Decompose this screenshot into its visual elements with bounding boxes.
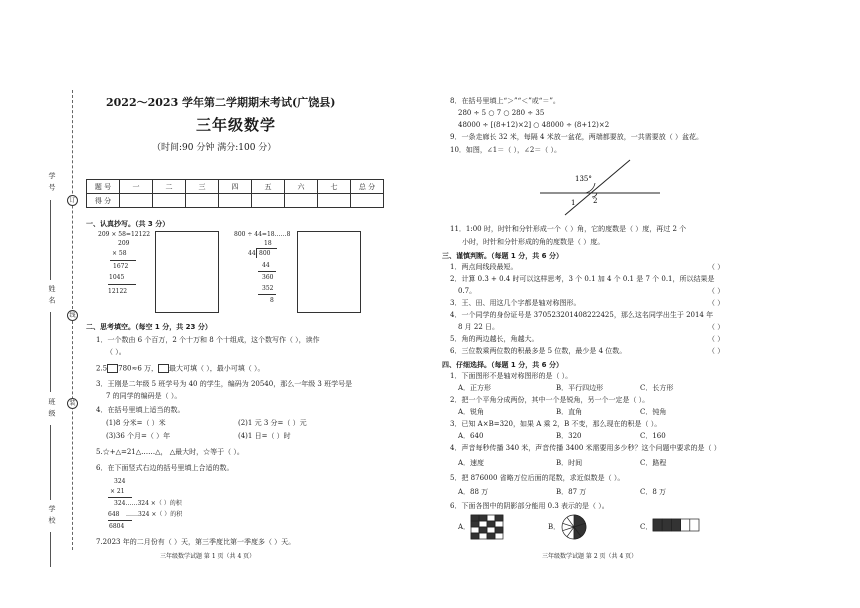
star-icon: ☆ xyxy=(203,448,211,456)
choice-1-option-c[interactable]: C．长方形 xyxy=(640,384,674,392)
choice-6-option-b[interactable]: B． xyxy=(548,523,561,531)
choice-1-option-b[interactable]: B．平行四边形 xyxy=(556,384,604,392)
calc2-dividend: 800 xyxy=(259,250,271,257)
score-header: 题 号 xyxy=(87,180,120,194)
calc2-quotient: 18 xyxy=(264,240,272,247)
binding-mark-zhuang: 装 xyxy=(67,398,78,409)
score-header: 二 xyxy=(153,180,186,194)
copy-box-2[interactable] xyxy=(297,231,361,313)
choice-2-option-a[interactable]: A．锐角 xyxy=(458,408,485,416)
score-row-label: 得 分 xyxy=(87,194,120,208)
fill-q5-plus: + xyxy=(109,448,116,456)
fill-q8-row1: 280 ÷ 5 ○ 7 ○ 280 ÷ 35 xyxy=(458,109,545,117)
blank-box[interactable] xyxy=(158,364,169,373)
choice-3: 3．已知 A×B=320，如果 A 乘 2，B 不变，那么现在的积是（ ）。 xyxy=(450,420,662,428)
vertical-calc-line: × 21 xyxy=(110,488,125,495)
choice-4-option-c[interactable]: C．路程 xyxy=(640,459,667,467)
section-1-heading: 一、认真抄写。（共 3 分） xyxy=(86,220,170,228)
judge-2-mark[interactable]: （ ） xyxy=(708,287,725,295)
score-header: 五 xyxy=(252,180,285,194)
score-header-row xyxy=(87,180,384,194)
score-cell[interactable] xyxy=(153,194,186,208)
judge-1: 1．两点间线段最短。 xyxy=(450,263,518,271)
school-label: 学 校 xyxy=(48,505,56,525)
choice-2-option-b[interactable]: B．直角 xyxy=(556,408,583,416)
judge-2-line1: 2．计算 0.3 + 0.4 时可以这样思考，3 个 0.1 加 4 个 0.1 是 7 个 0.1，所以结果是 xyxy=(450,275,715,283)
choice-4: 4．声音每秒传播 340 米，声音传播 3400 米需要用多少秒？这个问题中要求的是（ ） xyxy=(450,444,721,452)
score-header: 七 xyxy=(318,180,351,194)
score-header: 三 xyxy=(186,180,219,194)
vertical-calc-line: 324 xyxy=(114,478,126,485)
section-2-heading: 二、思考填空。（每空 1 分，共 23 分） xyxy=(86,323,212,331)
score-header: 六 xyxy=(285,180,318,194)
calc1-equation: 209 × 58=12122 xyxy=(98,231,151,238)
score-header: 四 xyxy=(219,180,252,194)
fill-q5-end: 等于（ ）。 xyxy=(210,448,244,456)
choice-6-option-c[interactable]: C． xyxy=(640,523,653,531)
exam-time: （时间:90 分钟 满分:100 分） xyxy=(152,143,277,153)
grid-figure-a xyxy=(470,514,504,540)
judge-5: 5．角的两边越长，角越大。 xyxy=(450,335,539,343)
vertical-calc-line: 6804 xyxy=(109,523,125,530)
fill-q8: 8．在括号里填上“＞”“＜”或“＝”。 xyxy=(450,97,560,105)
score-cell[interactable] xyxy=(252,194,285,208)
score-cell[interactable] xyxy=(285,194,318,208)
angle-1-label: 1 xyxy=(571,199,576,207)
calc2-equation: 800 ÷ 44=18……8 xyxy=(234,231,291,238)
choice-5-option-b[interactable]: B．87 万 xyxy=(556,488,587,496)
bar-figure-c xyxy=(652,518,700,532)
copy-box-1[interactable] xyxy=(155,231,219,313)
choice-4-option-b[interactable]: B．时间 xyxy=(556,459,583,467)
calc2-line: 44 xyxy=(262,262,270,269)
name-line xyxy=(50,312,51,392)
fill-q1-line2: （ ）。 xyxy=(106,348,126,356)
fill-q4-4: (4)1 日=（ ）时 xyxy=(238,432,291,440)
fill-q2-suffix: 最大可填（ ），最小可填（ ）。 xyxy=(169,364,265,373)
fill-q8-row2: 48000 ÷ [(8+12)×2] ○ 48000 ÷ (8+12)×2 xyxy=(458,121,610,129)
fill-q3-line1: 3．王刚是二年级 5 班学号为 40 的学生，编码为 20540，那么一年级 3 班学号是 xyxy=(96,380,353,388)
fill-q9: 9．一条走廊长 32 米，每隔 4 米放一盆花，两端都要放，一共需要放（ ）盆花。 xyxy=(450,133,703,141)
calc1-line: 1045 xyxy=(109,274,125,281)
calc2-line: 360 xyxy=(262,274,274,281)
choice-3-option-b[interactable]: B．320 xyxy=(556,432,582,440)
score-header: 总 分 xyxy=(351,180,384,194)
calc2-line: 8 xyxy=(270,297,274,304)
binding-mark-ding: 订 xyxy=(67,195,78,206)
page-1-footer: 三年级数学试题 第 1 页（共 4 页） xyxy=(160,553,256,560)
calc2-divisor: 44 xyxy=(248,250,256,257)
fill-q5-max: 最大时， xyxy=(175,448,204,456)
choice-1-option-a[interactable]: A．正方形 xyxy=(458,384,492,392)
fill-q4-2: (2)1 元 3 分=（ ）元 xyxy=(238,419,307,427)
fill-q4-3: (3)36 个月=（ ）年 xyxy=(106,432,171,440)
triangle-icon: △ xyxy=(155,448,161,456)
fill-q3-line2: 7 的同学的编码是（ ）。 xyxy=(106,392,182,400)
fill-q2-prefix: 2.5 xyxy=(96,364,108,373)
angle-135-label: 135° xyxy=(575,175,592,183)
fill-q5-comma: ， xyxy=(160,448,168,456)
choice-4-option-a[interactable]: A．速度 xyxy=(458,459,485,467)
choice-3-option-c[interactable]: C．160 xyxy=(640,432,666,440)
fill-q6: 6．在下面竖式右边的括号里填上合适的数。 xyxy=(96,464,234,472)
vertical-calc-line: 648 xyxy=(108,511,120,518)
score-cell[interactable] xyxy=(186,194,219,208)
page-2-footer: 三年级数学试题 第 2 页（共 4 页） xyxy=(542,553,638,560)
class-line xyxy=(50,425,51,500)
judge-4-line2: 8 月 22 日。 xyxy=(458,323,500,331)
score-table xyxy=(86,179,384,208)
score-cell[interactable] xyxy=(219,194,252,208)
subject-title: 三年级数学 xyxy=(196,116,277,134)
score-cell[interactable] xyxy=(120,194,153,208)
triangle-icon: △ xyxy=(135,448,142,456)
calc1-line: 12122 xyxy=(108,288,128,295)
fill-q5-eq: =21 xyxy=(120,448,136,456)
blank-box[interactable] xyxy=(107,364,118,373)
circle-figure-b xyxy=(560,513,588,541)
triangle-icon: △ xyxy=(115,448,121,456)
fill-q11-line2: 小时，时针和分针形成的角的度数是（ ）度。 xyxy=(462,238,605,246)
score-cell[interactable] xyxy=(318,194,351,208)
calc2-line: 352 xyxy=(262,285,274,292)
score-header: 一 xyxy=(120,180,153,194)
judge-6-mark[interactable]: （ ） xyxy=(708,347,725,355)
calc1-line: 1672 xyxy=(113,263,129,270)
fill-q5 xyxy=(96,448,244,457)
fill-q4: 4．在括号里填上适当的数。 xyxy=(96,406,185,414)
fill-q1-line1: 1．一个数由 6 个百万，2 个十万和 8 个十组成，这个数写作（ ），读作 xyxy=(96,336,320,344)
judge-1-mark[interactable]: （ ） xyxy=(708,263,725,271)
choice-6: 6．下面各图中的阴影部分能用 0.3 表示的是（ ）。 xyxy=(450,502,609,510)
choice-6-option-a[interactable]: A． xyxy=(458,523,471,531)
student-id-label: 学 号 xyxy=(48,172,56,192)
fill-q7: 7.2023 年的二月份有（ ）天，第三季度比第一季度多（ ）天。 xyxy=(96,538,296,546)
star-icon: ☆ xyxy=(102,448,110,456)
judge-3: 3．王、田、用这几个字都是轴对称图形。 xyxy=(450,299,581,307)
name-label: 姓 名 xyxy=(48,285,56,305)
student-id-line xyxy=(50,200,51,280)
calc1-line: × 58 xyxy=(112,250,127,257)
choice-1: 1．下面图形不是轴对称图形的是（ ）。 xyxy=(450,372,573,380)
school-line xyxy=(50,532,51,567)
exam-title: 2022～2023 学年第二学期期末考试(广饶县) xyxy=(106,96,336,109)
fill-q10: 10．如图，∠1＝（ ），∠2＝（ ）。 xyxy=(450,146,561,154)
fill-q2-middle: 780≈6 万， xyxy=(118,364,159,373)
judge-4-mark[interactable]: （ ） xyxy=(708,323,725,331)
judge-3-mark[interactable]: （ ） xyxy=(708,299,725,307)
fill-q11-line1: 11．1:00 时，时针和分针形成一个（ ）角，它的度数是（ ）度，再过 2 个 xyxy=(450,225,687,233)
section-4-heading: 四、仔细选择。（每题 1 分，共 6 分） xyxy=(442,361,563,369)
judge-2-line2: 0.7。 xyxy=(458,287,477,295)
choice-5-option-a[interactable]: A．88 万 xyxy=(458,488,489,496)
triangle-icon: △ xyxy=(169,448,176,456)
calc1-line: 209 xyxy=(118,240,130,247)
angle-2-label: 2 xyxy=(593,197,598,205)
fill-q2 xyxy=(96,364,265,374)
choice-5: 5．把 876000 省略万位后面的尾数，求近似数是（ ）。 xyxy=(450,474,625,482)
score-value-row xyxy=(87,194,384,208)
class-label: 班 级 xyxy=(48,398,56,418)
choice-2-option-c[interactable]: C．钝角 xyxy=(640,408,667,416)
section-3-heading: 三、谨慎判断。（每题 1 分，共 6 分） xyxy=(442,252,563,260)
choice-3-option-a[interactable]: A．640 xyxy=(458,432,484,440)
vertical-calc-line: 324……324 ×（ ）的积 xyxy=(114,500,182,507)
judge-5-mark[interactable]: （ ） xyxy=(708,335,725,343)
choice-5-option-c[interactable]: C．8 万 xyxy=(640,488,667,496)
binding-mark-xian: 线 xyxy=(67,310,78,321)
judge-4-line1: 4．一个同学的身份证号是 370523201408222425，那么这名同学出生于 2014 年 xyxy=(450,311,714,319)
fill-q4-1: (1)8 分米=（ ）米 xyxy=(106,419,166,427)
score-cell[interactable] xyxy=(351,194,384,208)
fill-q5-num: 5. xyxy=(96,448,103,456)
vertical-calc-line: ……324 ×（ ）的积 xyxy=(126,511,183,518)
judge-6: 6．三位数乘两位数的积最多是 5 位数，最少是 4 位数。 xyxy=(450,347,627,355)
fill-q5-ellipsis: …… xyxy=(141,448,156,456)
choice-2: 2．把一个平角分成两份，其中一个是锐角，另一个一定是（ ）。 xyxy=(450,396,650,404)
angle-figure xyxy=(535,155,665,217)
